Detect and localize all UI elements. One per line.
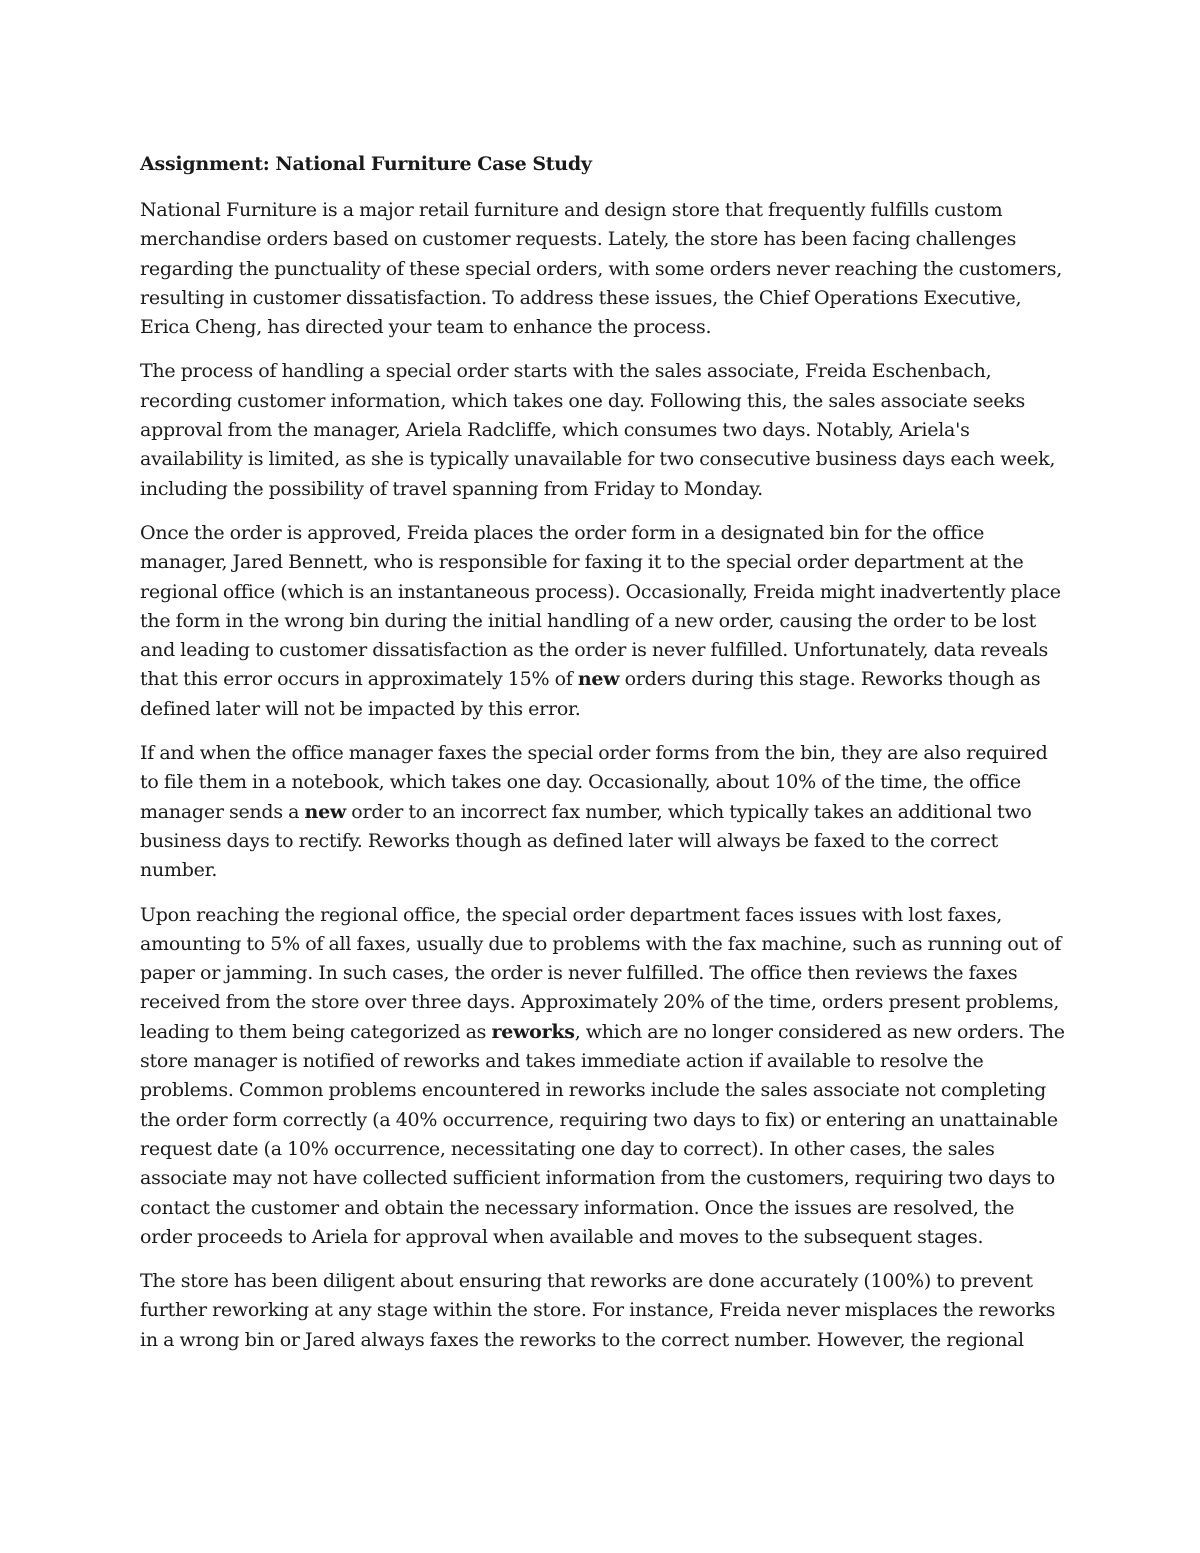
paragraph-text: order to an incorrect fax number, which typically takes an additional two business days to rectify. Reworks though as defined later will always be faxed to the correct number.	[140, 800, 1032, 882]
paragraph-order-approved	[140, 519, 1070, 724]
emphasis-new: new	[577, 668, 620, 691]
paragraph-text: The store has been diligent about ensuring that reworks are done accurately (100%) to prevent further reworking at any stage within the store. For instance, Freida never misplaces the reworks in a wrong bin or Jared always faxes the reworks to the correct number. However, the regional	[140, 1270, 1056, 1351]
paragraph-intro	[140, 196, 1070, 342]
paragraph-process	[140, 357, 1070, 503]
paragraph-text: Upon reaching the regional office, the special order department faces issues with lost faxes, amounting to 5% of all faxes, usually due to problems with the fax machine, such as running out of paper or jamming. In such cases, the order is never fulfilled. The office then reviews the faxes received from the store over three days. Approximately 20% of the time, orders present problems, leading to them being categorized as	[140, 903, 1062, 1043]
paragraph-fax	[140, 739, 1070, 885]
paragraph-text: National Furniture is a major retail furniture and design store that frequently fulfills custom merchandise orders based on customer requests. Lately, the store has been facing challenges regarding the punctuality of these special orders, with some orders never reaching the customers, resulting in customer dissatisfaction. To address these issues, the Chief Operations Executive, Erica Cheng, has directed your team to enhance the process.	[140, 199, 1063, 339]
document-page	[140, 150, 1070, 1370]
paragraph-text: orders during this stage. Reworks though as defined later will not be impacted by this error.	[140, 668, 1041, 720]
paragraph-text: , which are no longer considered as new orders. The store manager is notified of reworks and takes immediate action if available to resolve the problems. Common problems encountered in reworks include the sales associate not completing the order form correctly (a 40% occurrence, requiring two days to fix) or entering an unattainable request date (a 10% occurrence, necessitating one day to correct). In other cases, the sales associate may not have collected sufficient information from the customers, requiring two days to contact the customer and obtain the necessary information. Once the issues are resolved, the order proceeds to Ariela for approval when available and moves to the subsequent stages.	[140, 1020, 1065, 1248]
paragraph-text: If and when the office manager faxes the special order forms from the bin, they are also required to file them in a notebook, which takes one day. Occasionally, about 10% of the time, the office manager sends a	[140, 742, 1048, 823]
paragraph-text: Once the order is approved, Freida places the order form in a designated bin for the office manager, Jared Bennett, who is responsible for faxing it to the special order department at the regional office (which is an instantaneous process). Occasionally, Freida might inadvertently place the form in the wrong bin during the initial handling of a new order, causing the order to be lost and leading to customer dissatisfaction as the order is never fulfilled. Unfortunately, data reveals that this error occurs in approximately 15% of	[140, 521, 1061, 691]
paragraph-reworks-accuracy	[140, 1267, 1070, 1355]
emphasis-new: new	[304, 800, 347, 823]
paragraph-text: The process of handling a special order starts with the sales associate, Freida Eschenbach, recording customer information, which takes one day. Following this, the sales associate seeks approval from the manager, Ariela Radcliffe, which consumes two days. Notably, Ariela's availability is limited, as she is typically unavailable for two consecutive business days each week, including the possibility of travel spanning from Friday to Monday.	[140, 360, 1056, 500]
paragraph-regional-office	[140, 901, 1070, 1253]
document-title: Assignment: National Furniture Case Study	[140, 153, 592, 175]
emphasis-reworks: reworks	[491, 1020, 575, 1043]
